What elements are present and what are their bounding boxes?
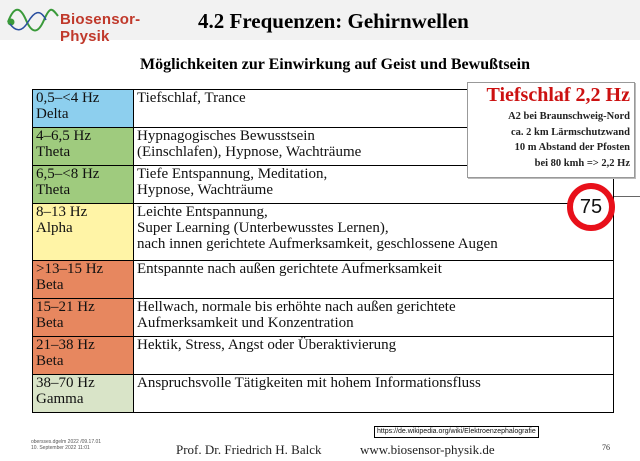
description-line: Entspannte nach außen gerichtete Aufmerksamkeit	[137, 261, 442, 277]
frequency-range: 4–6,5 Hz	[36, 128, 91, 144]
subtitle: Möglichkeiten zur Einwirkung auf Geist und Bewußtsein	[140, 56, 530, 73]
description-line: Hypnagogisches Bewusstsein	[137, 128, 315, 144]
band-name: Beta	[36, 353, 64, 369]
description-cell	[134, 375, 614, 413]
description-line: Aufmerksamkeit und Konzentration	[137, 315, 354, 331]
tiefschlaf-callout	[467, 82, 635, 178]
band-name: Beta	[36, 277, 64, 293]
frequency-cell	[33, 128, 134, 166]
callout-line: A2 bei Braunschweig-Nord	[508, 111, 630, 122]
footer-file-info	[31, 439, 101, 451]
frequency-cell	[33, 375, 134, 413]
band-name: Alpha	[36, 220, 73, 236]
frequency-cell	[33, 299, 134, 337]
band-name: Theta	[36, 144, 71, 160]
speed-limit-value: 75	[579, 196, 603, 218]
page-title: 4.2 Frequenzen: Gehirnwellen	[198, 9, 469, 33]
callout-line: ca. 2 km Lärmschutzwand	[510, 126, 630, 138]
footer-date-line: 10. September 2022 11:01	[31, 445, 90, 451]
table-row	[33, 261, 614, 299]
description-line: Anspruchsvolle Tätigkeiten mit hohem Informationsfluss	[137, 375, 481, 391]
description-line: Leichte Entspannung,	[137, 204, 268, 220]
header-bar	[0, 0, 640, 45]
description-line: nach innen gerichtete Aufmerksamkeit, geschlossene Augen	[137, 236, 498, 252]
frequency-range: 15–21 Hz	[36, 299, 95, 315]
callout-title: Tiefschlaf 2,2 Hz	[486, 84, 630, 106]
callout-text	[508, 109, 630, 171]
table-row	[33, 299, 614, 337]
wikipedia-link[interactable]: https://de.wikipedia.org/wiki/Elektroenzephalografie	[374, 426, 539, 438]
frequency-range: 21–38 Hz	[36, 337, 95, 353]
frequency-range: >13–15 Hz	[36, 261, 104, 277]
frequency-range: 8–13 Hz	[36, 204, 88, 220]
sine-wave-logo-icon	[6, 6, 62, 34]
callout-line: 10 m Abstand der Pfosten	[514, 142, 630, 153]
frequency-cell	[33, 337, 134, 375]
footer-website[interactable]: www.biosensor-physik.de	[360, 442, 495, 457]
description-cell	[134, 261, 614, 299]
band-name: Gamma	[36, 391, 84, 407]
table-row	[33, 375, 614, 413]
frequency-cell	[33, 261, 134, 299]
description-line: Tiefschlaf, Trance	[137, 90, 246, 106]
band-name: Theta	[36, 182, 71, 198]
description-line: Super Learning (Unterbewusstes Lernen),	[137, 220, 389, 236]
callout-line: bei 80 kmh => 2,2 Hz	[534, 157, 630, 169]
description-cell	[134, 299, 614, 337]
band-name: Beta	[36, 315, 64, 331]
logo-text: Biosensor-Physik	[60, 11, 141, 45]
frequency-range: 0,5–<4 Hz	[36, 90, 100, 106]
description-line: Hektik, Stress, Angst oder Überaktivierung	[137, 337, 397, 353]
description-line: Tiefe Entspannung, Meditation,	[137, 166, 328, 182]
description-cell	[134, 204, 614, 261]
page-number: 76	[602, 443, 610, 452]
table-row	[33, 204, 614, 261]
frequency-cell	[33, 166, 134, 204]
description-line: Hellwach, normale bis erhöhte nach außen gerichtete	[137, 299, 456, 315]
description-line: (Einschlafen), Hypnose, Wachträume	[137, 144, 362, 160]
footer-file-line: obersses.dgelm 2022 /09.17.01	[31, 439, 102, 445]
description-line: Hypnose, Wachträume	[137, 182, 273, 198]
footer-author: Prof. Dr. Friedrich H. Balck	[176, 442, 322, 457]
speed-limit-sign-icon	[567, 183, 615, 231]
table-row	[33, 337, 614, 375]
callout-connector	[614, 196, 640, 197]
frequency-range: 38–70 Hz	[36, 375, 95, 391]
band-name: Delta	[36, 106, 69, 122]
frequency-cell	[33, 90, 134, 128]
logo	[6, 6, 176, 45]
description-cell	[134, 337, 614, 375]
frequency-cell	[33, 204, 134, 261]
frequency-range: 6,5–<8 Hz	[36, 166, 100, 182]
